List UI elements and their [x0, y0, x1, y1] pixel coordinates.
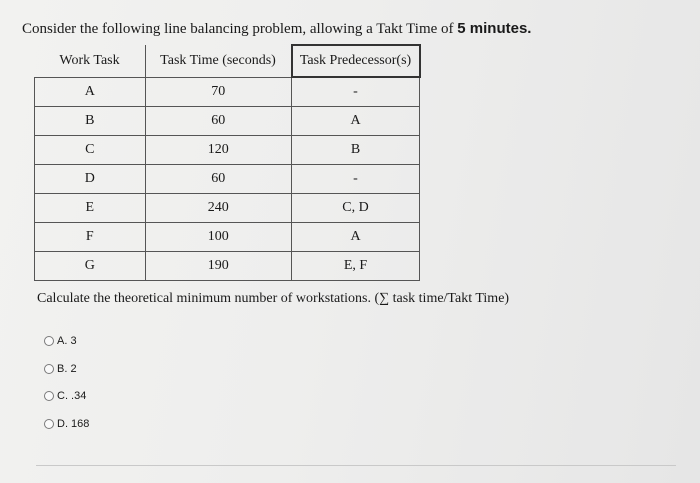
cell-predecessor: E, F — [292, 252, 420, 281]
cell-task: F — [35, 223, 146, 252]
option-label[interactable]: C. .34 — [57, 390, 87, 402]
cell-time: 100 — [145, 223, 292, 252]
cell-task: B — [35, 107, 146, 136]
option-label[interactable]: D. 168 — [57, 417, 90, 430]
cell-predecessor: - — [292, 165, 420, 194]
calculation-prompt: Calculate the theoretical minimum number of workstations. (∑ task time/Takt Time) — [37, 291, 510, 306]
radio-circle-icon[interactable] — [44, 391, 54, 401]
option-b[interactable] — [44, 362, 89, 376]
cell-time: 240 — [145, 194, 292, 223]
option-a[interactable] — [44, 334, 89, 348]
cell-time: 60 — [145, 107, 292, 136]
header-predecessors: Task Predecessor(s) — [292, 45, 420, 77]
task-table — [34, 44, 421, 281]
cell-task: A — [35, 77, 146, 107]
option-d[interactable] — [44, 417, 89, 431]
cell-time: 190 — [145, 252, 292, 281]
table-row — [35, 136, 420, 165]
answer-options — [44, 334, 89, 444]
cell-predecessor: A — [292, 223, 420, 252]
divider — [36, 465, 676, 466]
radio-circle-icon[interactable] — [44, 336, 54, 346]
table-row — [35, 165, 420, 194]
question-text — [22, 20, 531, 38]
cell-time: 60 — [145, 165, 292, 194]
cell-time: 120 — [145, 136, 292, 165]
option-label[interactable]: A. 3 — [57, 335, 77, 347]
table-row — [35, 107, 420, 136]
takt-time-emphasis: 5 minutes. — [457, 20, 532, 37]
cell-predecessor: C, D — [292, 194, 420, 223]
cell-predecessor: A — [292, 107, 420, 136]
cell-time: 70 — [145, 77, 292, 107]
radio-circle-icon[interactable] — [44, 419, 54, 429]
cell-task: E — [35, 194, 146, 223]
table-row — [35, 77, 420, 107]
radio-circle-icon[interactable] — [44, 364, 54, 374]
question-lead: Consider the following line balancing problem, allowing a Takt Time of — [22, 21, 458, 37]
table-row — [35, 252, 420, 281]
header-work-task: Work Task — [35, 45, 146, 77]
cell-task: D — [35, 165, 146, 194]
table-row — [35, 194, 420, 223]
table-header-row — [35, 45, 420, 77]
header-task-time: Task Time (seconds) — [145, 45, 292, 77]
cell-task: C — [35, 136, 146, 165]
option-c[interactable] — [44, 389, 89, 403]
cell-task: G — [35, 252, 146, 281]
cell-predecessor: - — [292, 77, 420, 107]
option-label[interactable]: B. 2 — [57, 362, 77, 375]
cell-predecessor: B — [292, 136, 420, 165]
table-row — [35, 223, 420, 252]
